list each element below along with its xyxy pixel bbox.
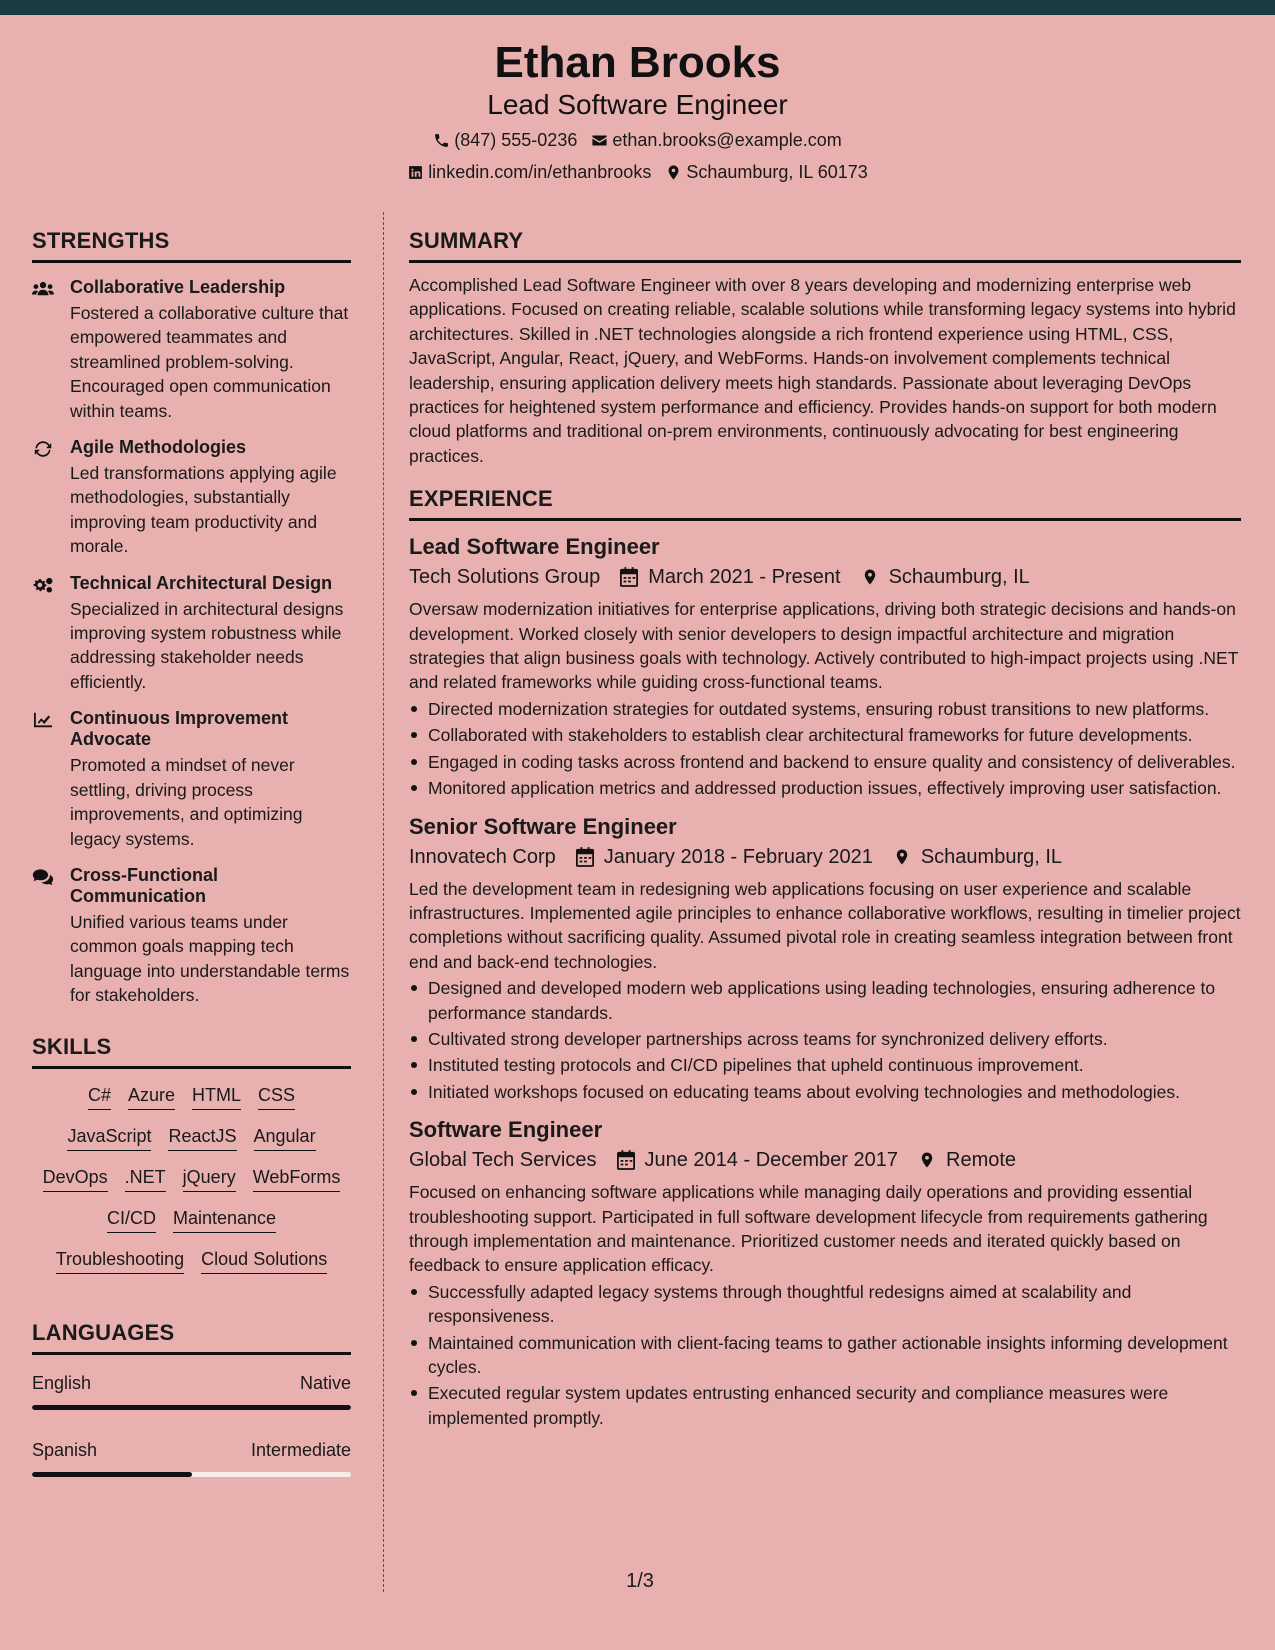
skill-tag: HTML bbox=[192, 1083, 241, 1110]
language-item bbox=[32, 1371, 351, 1410]
section-rule bbox=[32, 260, 351, 263]
job-bullet: Instituted testing protocols and CI/CD pipelines that upheld continuous improvement. bbox=[409, 1053, 1241, 1077]
contact-row-2 bbox=[0, 160, 1275, 184]
experience-section bbox=[409, 484, 1241, 1430]
language-level: Intermediate bbox=[250, 1439, 351, 1460]
language-level: Native bbox=[299, 1372, 351, 1393]
email-contact[interactable] bbox=[591, 128, 841, 152]
summary-section bbox=[409, 226, 1241, 468]
map-marker-icon bbox=[665, 164, 682, 181]
languages-heading: LANGUAGES bbox=[32, 1319, 175, 1345]
strength-desc: Led transformations applying agile methodologies, substantially improving team productivity and morale. bbox=[70, 463, 337, 557]
location-contact bbox=[665, 160, 867, 184]
skill-tag: WebForms bbox=[253, 1165, 341, 1192]
skill-row bbox=[32, 1083, 351, 1110]
language-bar-fill bbox=[32, 1472, 192, 1477]
strength-desc: Promoted a mindset of never settling, driving process improvements, and optimizing legacy systems. bbox=[70, 755, 303, 849]
strength-name: Cross-Functional Communication bbox=[70, 864, 219, 906]
summary-text: Accomplished Lead Software Engineer with over 8 years developing and modernizing enterprise web applications. Focused on creating reliable, scalable solutions while transforming legacy systems into hybrid architectures. Skilled in .NET technologies alongside a rich frontend experience using HTML, CSS, JavaScript, Angular, React, jQuery, and WebForms. Hands-on involvement complements technical leadership, ensuring application delivery meets high standards. Passionate about leveraging DevOps practices for heightened system performance and efficiency. Provides hands-on support for both modern cloud platforms and traditional on-prem environments, continuously advocating for best engineering practices. bbox=[409, 275, 1236, 466]
location-text: Schaumburg, IL 60173 bbox=[686, 162, 868, 182]
strength-name: Collaborative Leadership bbox=[70, 277, 286, 297]
map-marker-icon bbox=[918, 1150, 936, 1170]
skill-row bbox=[32, 1165, 351, 1192]
skill-tag: Angular bbox=[254, 1124, 316, 1151]
job-meta bbox=[409, 843, 1241, 871]
strength-name: Agile Methodologies bbox=[70, 437, 247, 458]
skill-tag: ReactJS bbox=[168, 1124, 236, 1151]
chart-line-icon bbox=[32, 711, 54, 729]
job-bullet: Maintained communication with client-facing teams to gather actionable insights informing development cycles. bbox=[409, 1331, 1241, 1380]
job-bullet: Collaborated with stakeholders to establish clear architectural frameworks for future developments. bbox=[409, 723, 1241, 747]
phone-icon bbox=[433, 132, 450, 149]
job-bullet: Successfully adapted legacy systems through thoughtful redesigns aimed at scalability and responsiveness. bbox=[409, 1280, 1241, 1329]
language-item bbox=[32, 1438, 351, 1477]
job-bullet: Monitored application metrics and addressed production issues, effectively improving user satisfaction. bbox=[409, 776, 1241, 800]
linkedin-contact[interactable] bbox=[407, 160, 651, 184]
contact-row-1 bbox=[0, 128, 1275, 152]
sync-icon bbox=[32, 440, 54, 458]
strength-name: Continuous Improvement Advocate bbox=[70, 708, 289, 750]
job-bullet: Cultivated strong developer partnerships across teams for synchronized delivery efforts. bbox=[409, 1027, 1241, 1051]
job-location: Schaumburg, IL bbox=[888, 566, 1030, 589]
strength-desc: Specialized in architectural designs improving system robustness while addressing stakeholder needs efficiently. bbox=[70, 598, 344, 692]
strength-name: Technical Architectural Design bbox=[70, 572, 333, 593]
linkedin-text: linkedin.com/in/ethanbrooks bbox=[428, 162, 652, 182]
strength-item bbox=[32, 865, 351, 1008]
job-bullet: Designed and developed modern web applications using leading technologies, ensuring adherence to performance standards. bbox=[409, 976, 1241, 1025]
language-bar bbox=[32, 1405, 351, 1410]
job-entry bbox=[409, 533, 1241, 800]
job-bullet: Directed modernization strategies for outdated systems, ensuring robust transitions to new platforms. bbox=[409, 697, 1241, 721]
skill-row bbox=[32, 1124, 351, 1151]
skill-tag: Maintenance bbox=[173, 1206, 276, 1233]
job-description: Oversaw modernization initiatives for enterprise applications, driving both strategic decisions and hands-on development. Worked closely with senior developers to design impactful architecture and migration strategies that align business goals with technology. Actively contributed to high-impact projects using .NET and related frameworks while guiding cross-functional teams. bbox=[409, 599, 1239, 693]
languages-section bbox=[32, 1318, 351, 1477]
section-rule bbox=[32, 1352, 351, 1355]
strength-item bbox=[32, 277, 351, 423]
language-bar bbox=[32, 1472, 351, 1477]
job-bullets bbox=[409, 1280, 1241, 1430]
left-column bbox=[32, 226, 351, 1477]
job-bullet: Initiated workshops focused on educating teams about evolving technologies and methodologies. bbox=[409, 1080, 1241, 1104]
skill-tag: Azure bbox=[128, 1083, 175, 1110]
section-rule bbox=[32, 1066, 351, 1069]
job-title: Software Engineer bbox=[409, 1117, 603, 1143]
map-marker-icon bbox=[893, 847, 911, 867]
calendar-icon bbox=[617, 1150, 635, 1170]
strength-item bbox=[32, 708, 351, 851]
phone-text: (847) 555-0236 bbox=[454, 130, 578, 150]
job-bullet: Executed regular system updates entrusting enhanced security and compliance measures were implemented promptly. bbox=[409, 1381, 1241, 1430]
resume-header bbox=[0, 36, 1275, 184]
job-bullet: Engaged in coding tasks across frontend and backend to ensure quality and consistency of deliverables. bbox=[409, 750, 1241, 774]
job-meta bbox=[409, 563, 1241, 591]
job-location: Schaumburg, IL bbox=[920, 845, 1063, 868]
strengths-heading: STRENGTHS bbox=[32, 228, 170, 253]
page-number: 1/3 bbox=[626, 1570, 654, 1592]
skill-tag: JavaScript bbox=[67, 1124, 151, 1151]
users-icon bbox=[32, 280, 54, 298]
job-entry bbox=[409, 813, 1241, 1105]
skill-tag: CI/CD bbox=[107, 1206, 156, 1233]
envelope-icon bbox=[591, 132, 608, 149]
skill-tag: Troubleshooting bbox=[56, 1247, 184, 1274]
job-title: Senior Software Engineer bbox=[409, 813, 677, 839]
candidate-title: Lead Software Engineer bbox=[487, 89, 788, 120]
skill-row bbox=[32, 1247, 351, 1274]
skills-section bbox=[32, 1032, 351, 1274]
job-company: Innovatech Corp bbox=[409, 845, 556, 868]
job-company: Global Tech Services bbox=[409, 1149, 597, 1172]
skill-tag: C# bbox=[88, 1083, 111, 1110]
summary-heading: SUMMARY bbox=[409, 228, 524, 253]
job-dates: June 2014 - December 2017 bbox=[644, 1149, 898, 1172]
language-name: English bbox=[32, 1372, 92, 1393]
job-location: Remote bbox=[946, 1149, 1017, 1172]
job-description: Led the development team in redesigning web applications focusing on user experience and scalable infrastructures. Implemented agile principles to enhance collaborative workflows, resulting in timelier project completions without sacrificing quality. Assumed pivotal role in creating seamless integration between front end and back-end technologies. bbox=[409, 878, 1241, 972]
job-dates: January 2018 - February 2021 bbox=[603, 845, 873, 868]
linkedin-icon bbox=[407, 164, 424, 181]
strength-item bbox=[32, 437, 351, 559]
phone-contact[interactable] bbox=[433, 128, 577, 152]
language-bar-fill bbox=[32, 1405, 351, 1410]
strength-desc: Unified various teams under common goals mapping tech language into understandable terms for stakeholders. bbox=[70, 911, 350, 1006]
job-dates: March 2021 - Present bbox=[648, 566, 841, 589]
language-name: Spanish bbox=[32, 1439, 98, 1460]
skills-list bbox=[32, 1083, 351, 1274]
strength-desc: Fostered a collaborative culture that empowered teammates and streamlined problem-solving. Encouraged open communication within teams. bbox=[70, 303, 349, 421]
right-column bbox=[409, 226, 1241, 1432]
map-marker-icon bbox=[861, 567, 879, 587]
column-divider bbox=[383, 212, 384, 1592]
experience-heading: EXPERIENCE bbox=[409, 486, 553, 512]
skill-tag: Cloud Solutions bbox=[201, 1247, 327, 1274]
calendar-icon bbox=[620, 567, 638, 587]
job-bullets bbox=[409, 697, 1241, 801]
skill-row bbox=[32, 1206, 351, 1233]
email-text: ethan.brooks@example.com bbox=[612, 130, 842, 150]
skill-tag: DevOps bbox=[43, 1165, 108, 1192]
job-company: Tech Solutions Group bbox=[409, 566, 601, 589]
cogs-icon bbox=[32, 576, 54, 594]
skills-heading: SKILLS bbox=[32, 1033, 112, 1059]
candidate-name: Ethan Brooks bbox=[494, 38, 781, 87]
job-meta bbox=[409, 1146, 1241, 1174]
section-rule bbox=[409, 518, 1241, 521]
job-title: Lead Software Engineer bbox=[409, 534, 660, 560]
skill-tag: .NET bbox=[125, 1165, 166, 1192]
job-entry bbox=[409, 1116, 1241, 1430]
job-bullets bbox=[409, 976, 1241, 1104]
skill-tag: CSS bbox=[258, 1083, 295, 1110]
strength-item bbox=[32, 573, 351, 695]
calendar-icon bbox=[576, 847, 594, 867]
strengths-section bbox=[32, 226, 351, 1008]
top-accent-bar bbox=[0, 0, 1275, 15]
section-rule bbox=[409, 260, 1241, 263]
comments-icon bbox=[32, 868, 54, 886]
skill-tag: jQuery bbox=[183, 1165, 236, 1192]
job-description: Focused on enhancing software applications while managing daily operations and providing essential troubleshooting support. Participated in full software development lifecycle from requirements gathering through implementation and maintenance. Prioritized customer needs and iterated quickly based on feedback to ensure application efficacy. bbox=[409, 1182, 1208, 1276]
